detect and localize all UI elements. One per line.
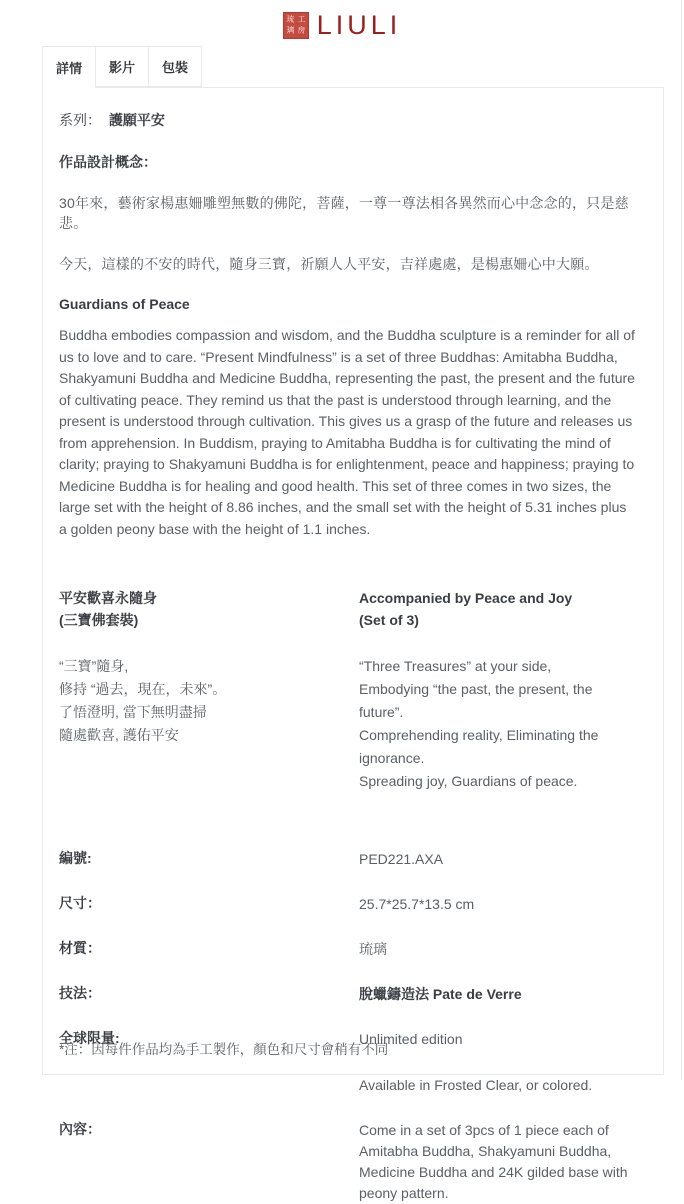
poem-zh-title <box>59 587 359 631</box>
spec-value-line1: Unlimited edition <box>359 1031 463 1047</box>
poem-en-title-line2: (Set of 3) <box>359 612 419 628</box>
poem-english-column <box>359 587 633 793</box>
spec-label: 尺寸： <box>59 895 101 911</box>
handmade-footnote: *注：因每件作品均為手工製作，顏色和尺寸會稍有不同 <box>59 1042 389 1057</box>
site-header <box>0 0 684 46</box>
spec-label: 全球限量: <box>59 1030 120 1046</box>
spec-label: 技法： <box>59 985 101 1001</box>
poem-en-line: “Three Treasures” at your side, <box>359 658 552 674</box>
english-description: Buddha embodies compassion and wisdom, and the Buddha sculpture is a reminder for all of us to love and to care. “Present Mindfulness” is a set of three Buddhas: Amitabha Buddha, Shakyamuni Buddha and Medicine Buddha, representing the past, the present and the future of cultivating peace. They remind us that the past is understood through learning, and the present is understood through cultivation. This gives us a grasp of the future and releases us from apprehension. In Buddism, praying to Amitabha Buddha is for cultivating the mind of clarity; praying to Shakyamuni Buddha is for enlightenment, peace and happiness; praying to Medicine Buddha is for healing and good health. This set of three comes in two sizes, the large set with the height of 8.86 inches, and the small set with the height of 5.31 inches plus a golden peony base with the height of 1.1 inches. <box>59 327 635 537</box>
spec-row-technique <box>59 984 633 1005</box>
tab-details[interactable]: 詳情 <box>42 46 96 88</box>
zh-paragraph-1: 30年來，藝術家楊惠姍雕塑無數的佛陀，菩薩，一尊一尊法相各異然而心中念念的，只是慈悲。 <box>59 195 629 231</box>
poem-chinese-column <box>59 587 359 793</box>
tab-packaging[interactable]: 包裝 <box>149 46 202 87</box>
spec-value-line2: Available in Frosted Clear, or colored. <box>359 1077 593 1093</box>
concept-heading: 作品設計概念： <box>59 154 157 170</box>
seal-char: 璃 <box>286 26 295 35</box>
spec-value <box>359 1029 633 1096</box>
poem-zh-title-line2: (三寶佛套裝) <box>59 612 139 628</box>
spec-label: 材質： <box>59 940 101 956</box>
poem-zh-title-line1: 平安歡喜永隨身 <box>59 590 157 606</box>
poem-en-line: Spreading joy, Guardians of peace. <box>359 773 578 789</box>
poem-section <box>59 587 633 793</box>
poem-zh-line: “三寶”隨身, <box>59 658 129 674</box>
spec-value: 琉璃 <box>359 941 387 957</box>
spec-label: 內容： <box>59 1121 101 1137</box>
english-heading: Guardians of Peace <box>59 296 190 312</box>
zh-paragraph-2: 今天，這樣的不安的時代，隨身三寶，祈願人人平安，吉祥處處，是楊惠姍心中大願。 <box>59 256 599 272</box>
poem-en-body <box>359 655 633 793</box>
poem-en-title-line1: Accompanied by Peace and Joy <box>359 590 573 606</box>
spec-row-size <box>59 894 633 915</box>
spec-row-item-number <box>59 849 633 870</box>
spec-row-material <box>59 939 633 960</box>
spec-value: Come in a set of 3pcs of 1 piece each of Amitabha Buddha, Shakyamuni Buddha, Medicine Buddha and 24K gilded base with peony pattern. <box>359 1122 628 1201</box>
spec-row-contents <box>59 1120 633 1204</box>
seal-char: 房 <box>297 26 306 35</box>
poem-zh-line: 隨處歡喜, 護佑平安 <box>59 727 179 743</box>
poem-en-line: Comprehending reality, Eliminating the ignorance. <box>359 727 599 766</box>
poem-en-title <box>359 587 633 631</box>
spec-value: 25.7*25.7*13.5 cm <box>359 896 475 912</box>
poem-en-line: Embodying “the past, the present, the future”. <box>359 681 593 720</box>
liuli-seal-icon <box>283 12 309 39</box>
brand-logo-text[interactable]: LIULI <box>316 9 402 40</box>
page-right-divider <box>681 0 682 1080</box>
poem-zh-line: 了悟澄明, 當下無明盡掃 <box>59 704 207 720</box>
poem-zh-line: 修持 “過去，現在，未來”。 <box>59 681 227 697</box>
spec-label: 編號: <box>59 850 92 866</box>
spec-table <box>59 849 633 1204</box>
seal-char: 琉 <box>286 14 295 24</box>
detail-tabs <box>42 46 684 87</box>
tab-video[interactable]: 影片 <box>96 46 149 87</box>
series-line <box>59 110 633 130</box>
spec-value: PED221.AXA <box>359 851 444 867</box>
seal-char: 工 <box>297 14 306 24</box>
poem-zh-body <box>59 655 359 747</box>
series-value: 護願平安 <box>108 112 165 128</box>
tab-content-panel <box>42 87 664 1201</box>
spec-value: 脫蠟鑄造法 Pate de Verre <box>359 986 522 1002</box>
series-label: 系列： <box>59 112 101 128</box>
